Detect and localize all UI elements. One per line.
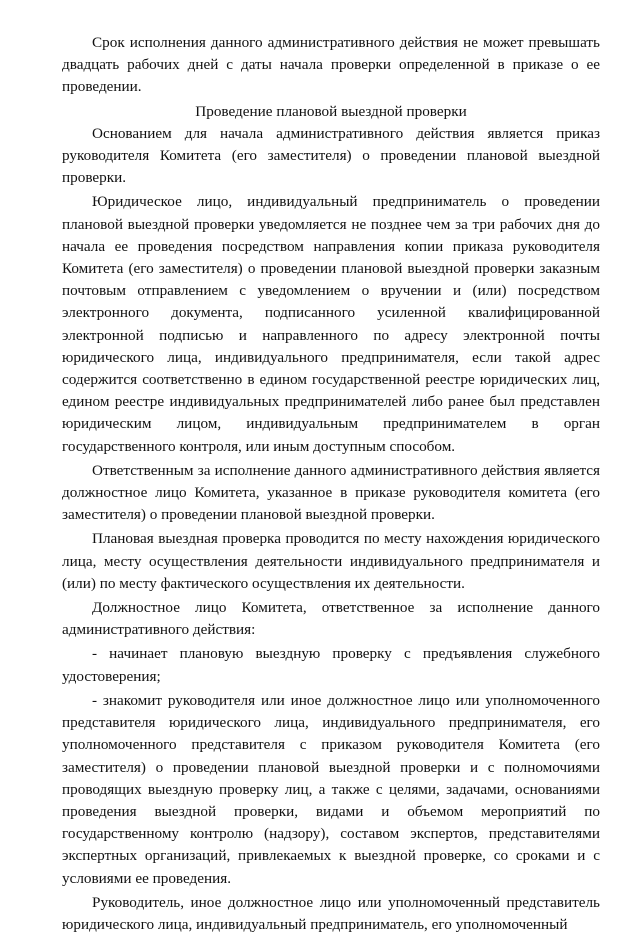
- list-item-acquaint: - знакомит руководителя или иное должностное лицо или уполномоченного представителя юридического лица, индивидуального предпринимателя, его уполномоченного представителя с приказом руководителя Комитета (его заместителя) о проведении плановой выездной проверки и с полномочиями проводящих выездную проверку лиц, а также с целями, задачами, основаниями проведения выездной проверки, видами и объемом мероприятий по государственному контролю (надзору), составом экспертов, представителями экспертных организаций, привлекаемых к выездной проверке, со сроками и с условиями ее проведения.: [62, 691, 600, 887]
- paragraph-deadline: Срок исполнения данного административного действия не может превышать двадцать рабочих дней с даты начала проверки определенной в приказе о ее проведении.: [62, 34, 600, 96]
- paragraph-notification: Юридическое лицо, индивидуальный предприниматель о проведении плановой выездной проверки уведомляется не позднее чем за три рабочих дня до начала ее проведения посредством направления копии приказа руководителя Комитета (его заместителя) о проведении плановой выездной проверки заказным почтовым отправлением с уведомлением о вручении и (или) посредством электронного документа, подписанного усиленной квалифицированной электронной подписью и направленного по адресу электронной почты юридического лица, индивидуального предпринимателя, если такой адрес содержится соответственно в едином государственной реестре юридических лиц, едином реестре индивидуальных предпринимателей либо ранее был представлен юридическим лицом, индивидуальным предпринимателем в орган государственного контроля, или иным доступным способом.: [62, 193, 600, 455]
- section-heading: Проведение плановой выездной проверки: [195, 102, 467, 120]
- paragraph-head-representative: Руководитель, иное должностное лицо или уполномоченный представитель юридического лица, индивидуальный предприниматель, его уполномоченный: [62, 893, 600, 933]
- paragraph-basis: Основанием для начала административного действия является приказ руководителя Комитета (его заместителя) о проведении плановой выездной проверки.: [62, 124, 600, 187]
- list-item-certificate: - начинает плановую выездную проверку с предъявления служебного удостоверения;: [62, 645, 600, 685]
- paragraph-responsible: Ответственным за исполнение данного административного действия является должностное лицо Комитета, указанное в приказе руководителя комитета (его заместителя) о проведении плановой выездной проверки.: [62, 461, 600, 524]
- paragraph-location: Плановая выездная проверка проводится по месту нахождения юридического лица, месту осуществления деятельности индивидуального предпринимателя и (или) по месту фактического осуществления их деятельности.: [62, 530, 600, 592]
- paragraph-official-duties: Должностное лицо Комитета, ответственное за исполнение данного административного действия:: [62, 599, 600, 639]
